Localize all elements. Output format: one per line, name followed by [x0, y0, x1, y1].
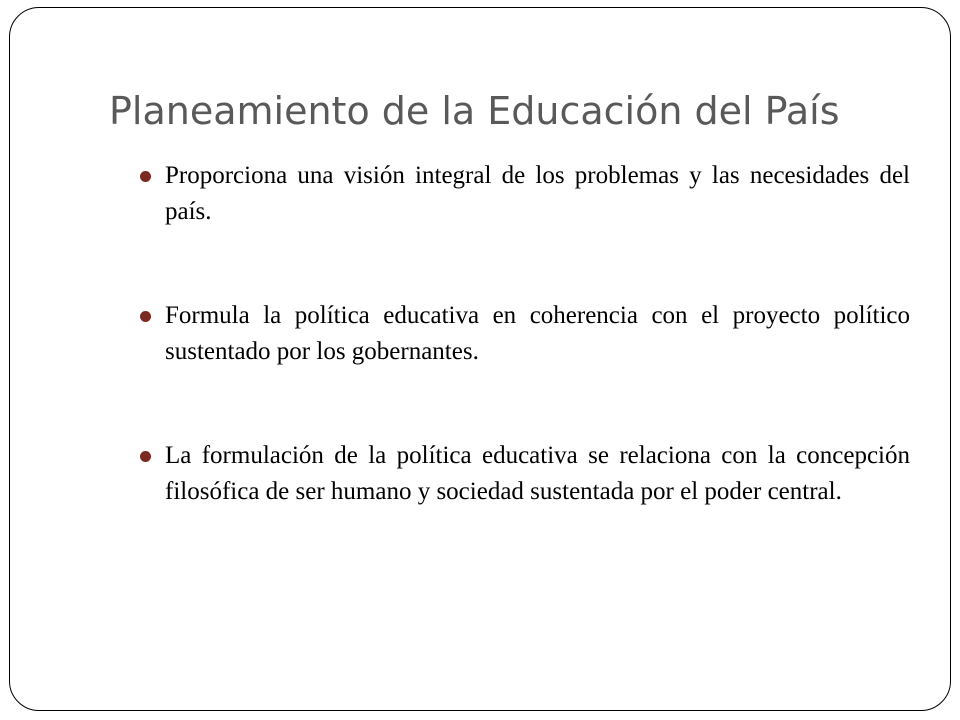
bullet-dot-icon — [140, 171, 151, 182]
bullet-text: La formulación de la política educativa se relaciona con la concepción filosófica de ser humano y sociedad sustentada por el poder central. — [165, 442, 910, 505]
bullet-item — [137, 158, 910, 230]
bullet-item — [137, 438, 910, 510]
bullet-list — [137, 158, 910, 510]
bullet-item — [137, 298, 910, 370]
slide-title: Planeamiento de la Educación del País — [109, 89, 840, 133]
bullet-text: Proporciona una visión integral de los problemas y las necesidades del país. — [165, 162, 910, 225]
bullet-dot-icon — [140, 451, 151, 462]
bullet-dot-icon — [140, 311, 151, 322]
bullet-text: Formula la política educativa en coherencia con el proyecto político sustentado por los gobernantes. — [165, 302, 910, 365]
